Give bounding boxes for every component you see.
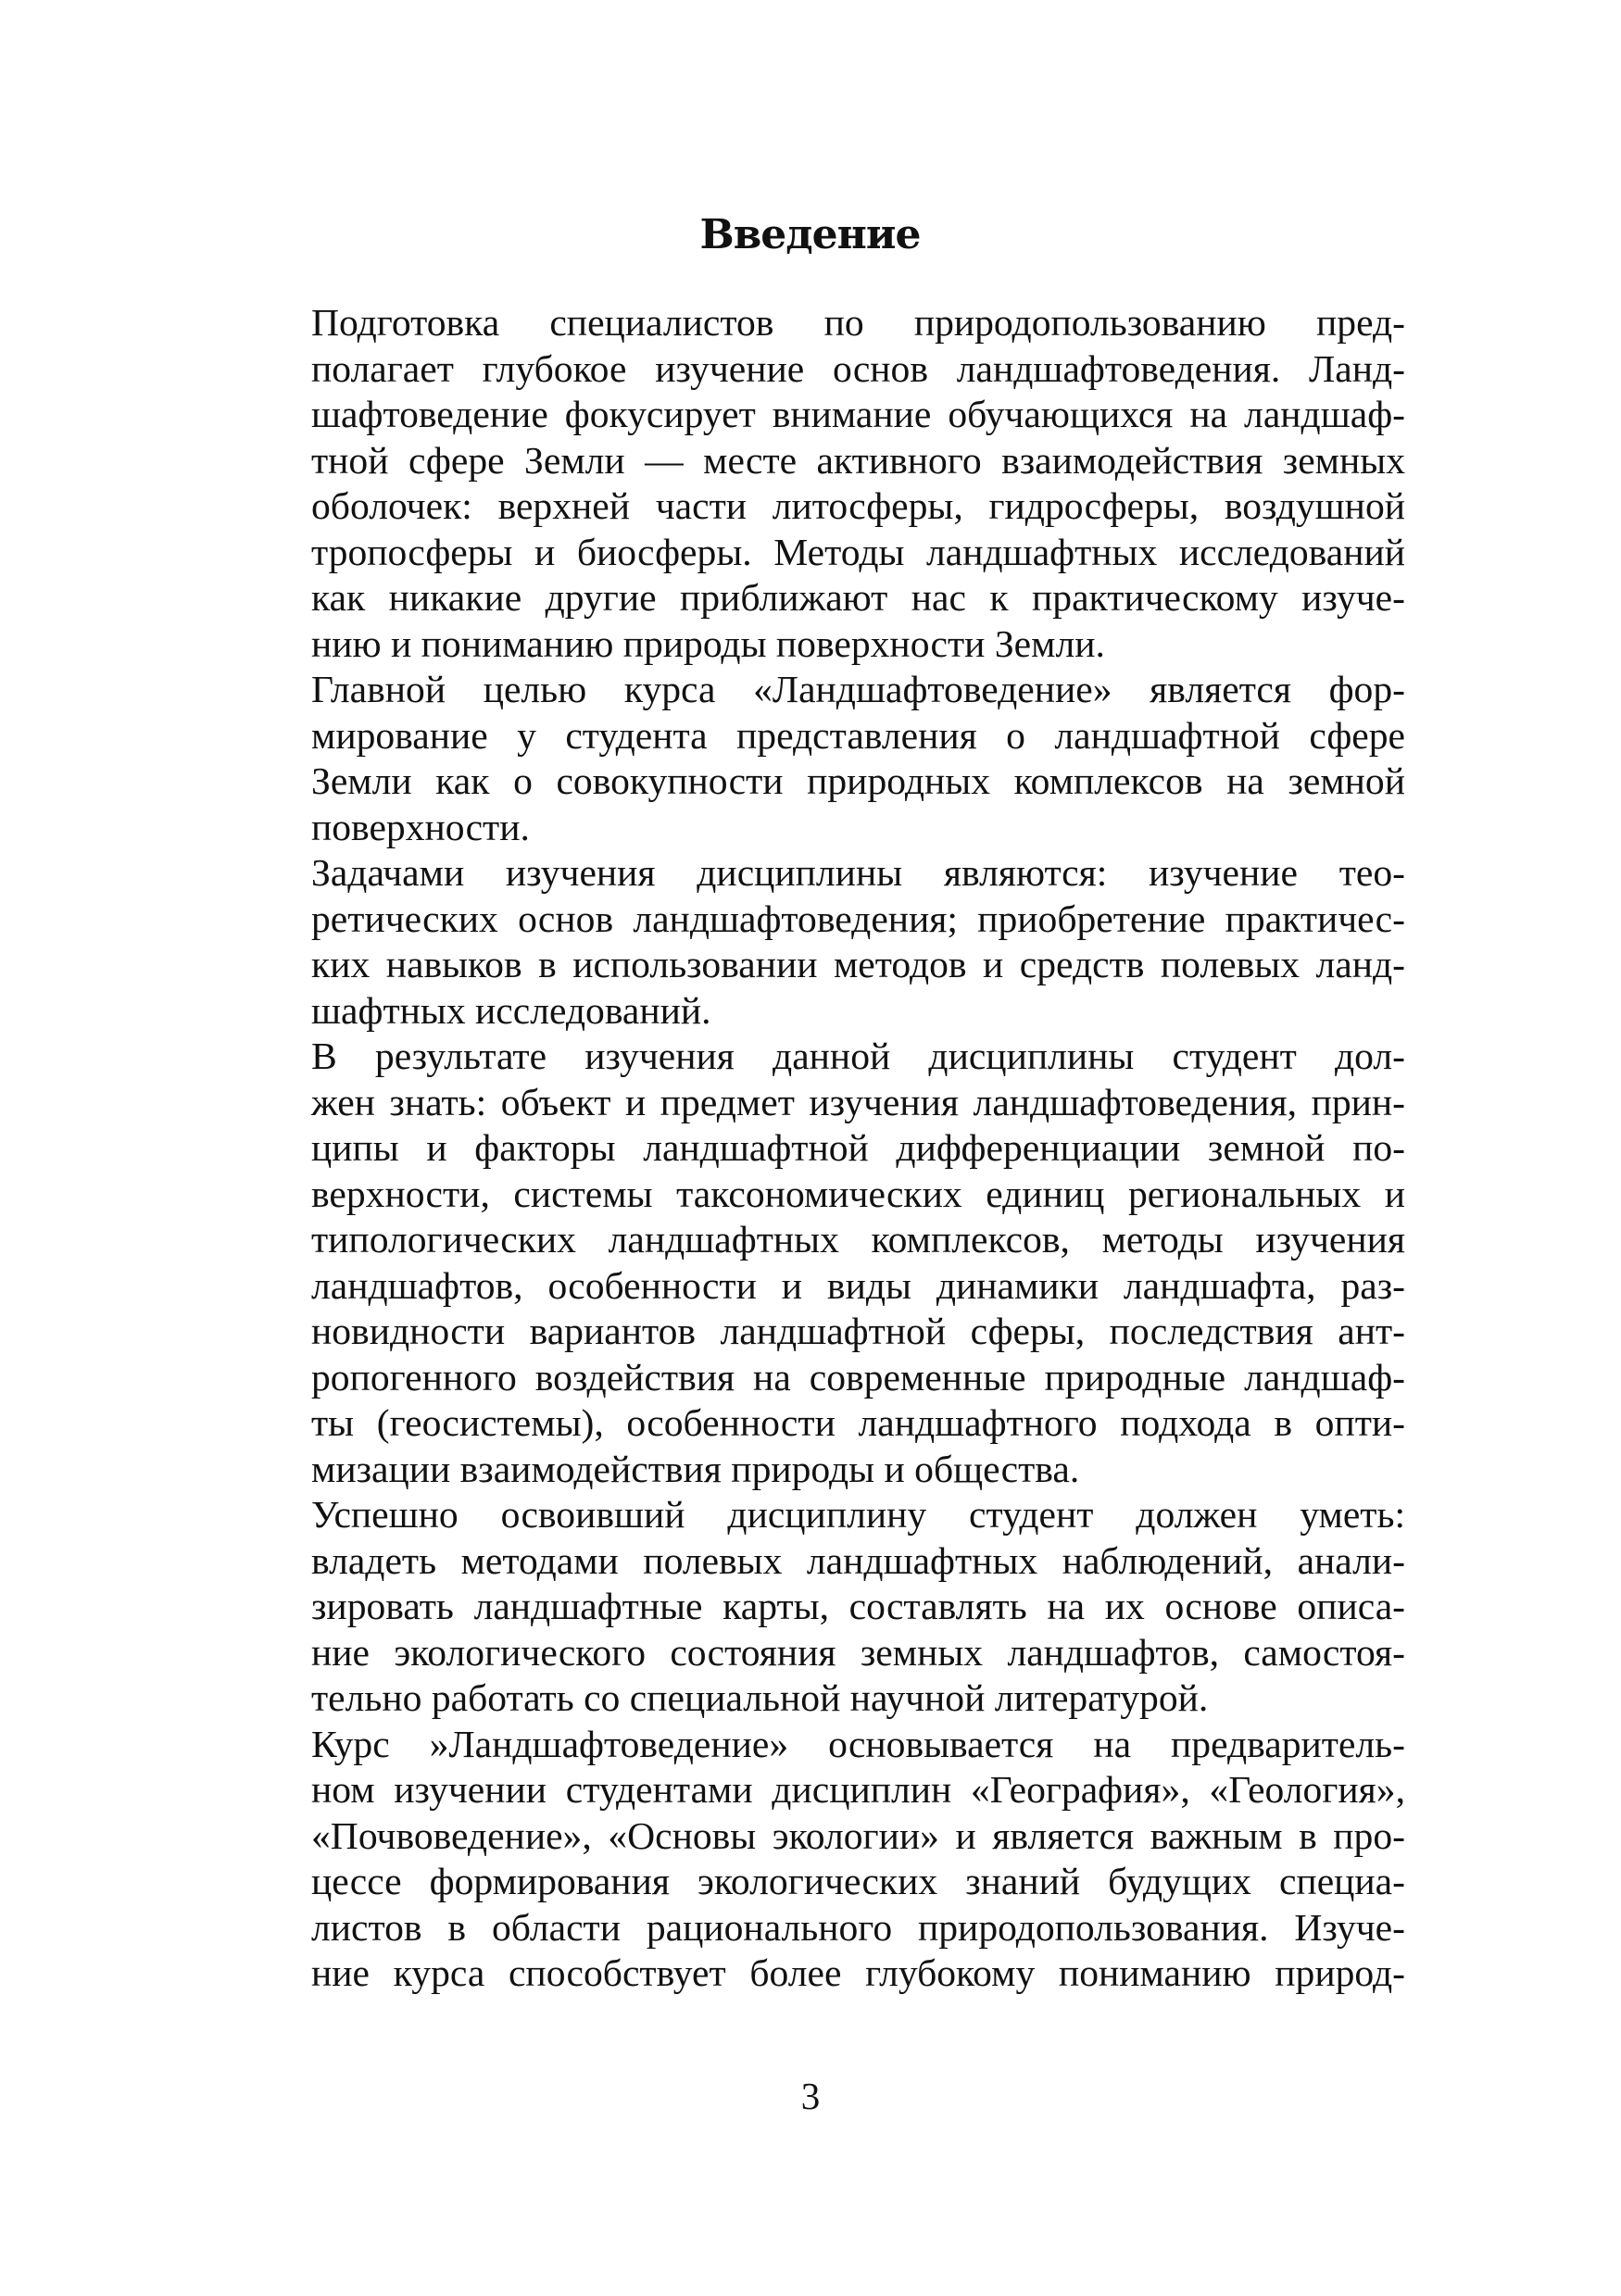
text-line: тельно работать со специальной научной литературой. [311,1676,1209,1719]
text-line: цессе формирования экологических знаний будущих специа- [311,1860,1405,1902]
text-line: Успешно освоивший дисциплину студент должен уметь: [311,1493,1405,1536]
text-line: поверхности. [311,805,530,848]
text-line: новидности вариантов ландшафтной сферы, последствия ант- [311,1310,1405,1352]
text-line: оболочек: верхней части литосферы, гидросферы, воздушной [311,484,1405,527]
text-line: верхности, системы таксономических единиц региональных и [311,1172,1405,1215]
text-line: владеть методами полевых ландшафтных наблюдений, анали- [311,1538,1405,1582]
paragraph [215,667,1405,850]
paragraph [215,1034,1405,1492]
page-title: Введение [699,211,921,258]
text-line: В результате изучения данной дисциплины студент дол- [311,1035,1405,1077]
text-line: Курс »Ландшафтоведение» основывается на предваритель- [311,1722,1405,1765]
text-line: мирование у студента представления о ландшафтной сфере [311,713,1405,757]
text-line: Подготовка специалистов по природопользованию пред- [311,301,1405,344]
text-line: как никакие другие приближают нас к практическому изуче- [311,576,1405,619]
text-line: зировать ландшафтные карты, составлять на их основе описа- [311,1585,1405,1627]
text-line: ландшафтов, особенности и виды динамики ландшафта, раз- [311,1263,1405,1307]
text-line: Задачами изучения дисциплины являются: изучение тео- [311,851,1405,894]
paragraph [215,1492,1405,1722]
text-line: ципы и факторы ландшафтной дифференциации земной по- [311,1126,1405,1169]
text-line: жен знать: объект и предмет изучения ландшафтоведения, прин- [311,1080,1405,1123]
text-line: листов в области рационального природопользования. Изуче- [311,1905,1405,1949]
paragraph [215,850,1405,1034]
text-line: Земли как о совокупности природных комплексов на земной [311,759,1405,802]
page-content [215,209,1405,1997]
text-line: типологических ландшафтных комплексов, методы изучения [311,1218,1405,1261]
text-line: ние экологического состояния земных ландшафтов, самостоя- [311,1630,1405,1674]
text-line: ном изучении студентами дисциплин «География», «Геология», [311,1768,1405,1811]
text-line: Главной целью курса «Ландшафтоведение» является фор- [311,668,1405,710]
text-line: полагает глубокое изучение основ ландшафтоведения. Ланд- [311,346,1405,390]
text-line: мизации взаимодействия природы и общества. [311,1447,1080,1490]
text-line: тной сфере Земли — месте активного взаимодействия земных [311,438,1405,482]
text-line: ние курса способствует более глубокому пониманию природ- [311,1951,1405,1994]
text-line: шафтоведение фокусирует внимание обучающихся на ландшаф- [311,393,1405,435]
text-line: ты (геосистемы), особенности ландшафтного подхода в опти- [311,1401,1405,1444]
text-line: тропосферы и биосферы. Методы ландшафтных исследований [311,530,1405,573]
page-number: 3 [800,2075,821,2117]
text-line: нию и пониманию природы поверхности Земли. [311,621,1105,665]
text-line: ретических основ ландшафтоведения; приобретение практичес- [311,897,1405,940]
text-line: ких навыков в использовании методов и средств полевых ланд- [311,943,1405,985]
text-line: «Почвоведение», «Основы экологии» и является важным в про- [311,1813,1405,1857]
paragraph [215,300,1405,667]
paragraph [215,1722,1405,1997]
text-line: ропогенного воздействия на современные природные ландшаф- [311,1355,1405,1399]
text-line: шафтных исследований. [311,988,711,1032]
